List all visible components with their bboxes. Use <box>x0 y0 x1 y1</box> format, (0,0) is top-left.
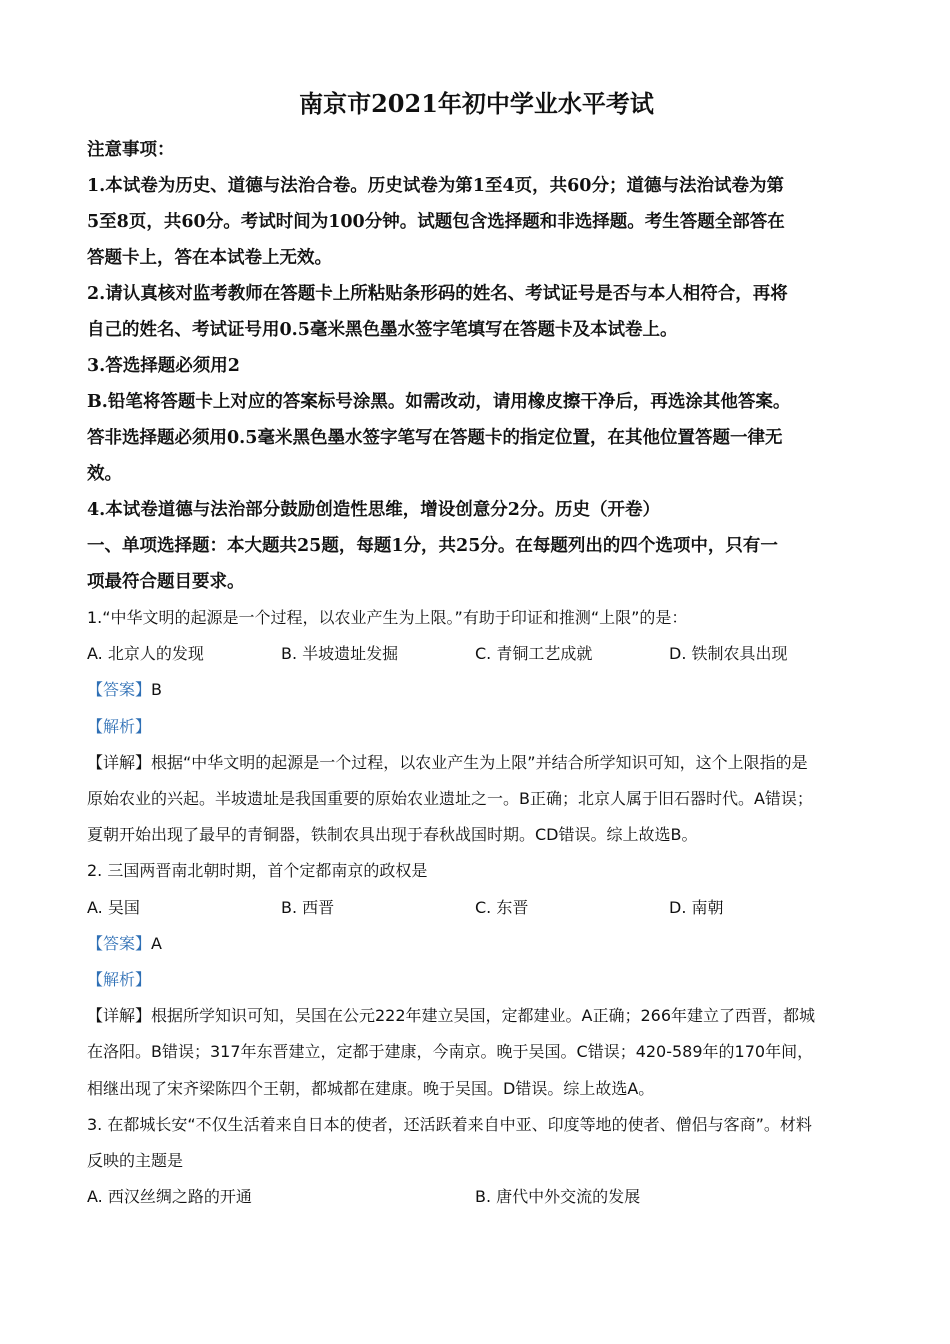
option-a: A. 北京人的发现 <box>87 644 204 664</box>
question-2 <box>87 853 866 1106</box>
notice-section <box>87 132 866 600</box>
option-row <box>87 1179 866 1215</box>
notice-line: 4.本试卷道德与法治部分鼓励创造性思维，增设创意分2分。历史（开卷） <box>87 500 660 520</box>
answer-value: A <box>151 933 162 953</box>
notice-line: 3.答选择题必须用2 <box>87 356 240 376</box>
option-b: B. 西晋 <box>281 897 335 917</box>
question-stem: 1.“中华文明的起源是一个过程，以农业产生为上限。”有助于印证和推测“上限”的是： <box>87 608 688 627</box>
notice-line: B.铅笔将答题卡上对应的答案标号涂黑。如需改动，请用橡皮擦干净后，再选涂其他答案。 <box>87 392 791 412</box>
detail-line: 【详解】根据“中华文明的起源是一个过程，以农业产生为上限”并结合所学知识可知，这个上限指的是 <box>87 752 808 772</box>
question-1 <box>87 600 866 853</box>
answer-line <box>87 672 866 708</box>
notice-heading: 注意事项： <box>87 140 175 160</box>
analysis-tag: 【解析】 <box>87 716 152 736</box>
question-3 <box>87 1107 866 1216</box>
exam-title: 南京市2021年初中学业水平考试 <box>299 89 654 118</box>
notice-line: 2.请认真核对监考教师在答题卡上所粘贴条形码的姓名、考试证号是否与本人相符合，再将 <box>87 284 788 304</box>
section-heading: 项最符合题目要求。 <box>87 572 245 592</box>
detail-line: 原始农业的兴起。半坡遗址是我国重要的原始农业遗址之一。B正确；北京人属于旧石器时代。A错误； <box>87 789 813 808</box>
detail-line: 相继出现了宋齐梁陈四个王朝，都城都在建康。晚于吴国。D错误。综上故选A。 <box>87 1078 655 1098</box>
notice-line: 自己的姓名、考试证号用0.5毫米黑色墨水签字笔填写在答题卡及本试卷上。 <box>87 320 678 340</box>
option-row <box>87 636 866 672</box>
option-b: B. 唐代中外交流的发展 <box>475 1187 641 1207</box>
option-c: C. 东晋 <box>475 897 529 917</box>
analysis-tag: 【解析】 <box>87 970 152 989</box>
option-b: B. 半坡遗址发掘 <box>281 644 399 664</box>
detail-line: 夏朝开始出现了最早的青铜器，铁制农具出现于春秋战国时期。CD错误。综上故选B。 <box>87 825 698 845</box>
answer-line <box>87 926 866 962</box>
answer-tag: 【答案】 <box>87 933 152 953</box>
detail-line: 【详解】根据所学知识可知，吴国在公元222年建立吴国，定都建业。A正确；266年建立了西晋，都城 <box>87 1006 816 1026</box>
notice-line: 答题卡上，答在本试卷上无效。 <box>87 248 332 268</box>
option-a: A. 西汉丝绸之路的开通 <box>87 1187 252 1207</box>
answer-value: B <box>151 680 162 700</box>
answer-tag: 【答案】 <box>87 680 152 700</box>
question-stem: 3. 在都城长安“不仅生活着来自日本的使者，还活跃着来自中亚、印度等地的使者、僧侣与客商”。材料 <box>87 1114 812 1134</box>
notice-line: 5至8页，共60分。考试时间为100分钟。试题包含选择题和非选择题。考生答题全部答在 <box>87 212 785 232</box>
notice-line: 1.本试卷为历史、道德与法治合卷。历史试卷为第1至4页，共60分；道德与法治试卷为第 <box>87 176 784 196</box>
option-row <box>87 890 866 926</box>
question-stem: 反映的主题是 <box>87 1151 184 1171</box>
question-stem: 2. 三国两晋南北朝时期，首个定都南京的政权是 <box>87 861 428 881</box>
notice-line: 效。 <box>87 464 122 484</box>
option-a: A. 吴国 <box>87 897 140 917</box>
option-c: C. 青铜工艺成就 <box>475 644 593 664</box>
section-heading: 一、单项选择题：本大题共25题，每题1分，共25分。在每题列出的四个选项中，只有一 <box>87 536 778 556</box>
detail-line: 在洛阳。B错误；317年东晋建立，定都于建康，今南京。晚于吴国。C错误；420-589年的170年间， <box>87 1042 814 1062</box>
option-d: D. 南朝 <box>669 897 724 917</box>
notice-line: 答非选择题必须用0.5毫米黑色墨水签字笔写在答题卡的指定位置，在其他位置答题一律无 <box>87 428 783 448</box>
option-d: D. 铁制农具出现 <box>669 644 788 664</box>
